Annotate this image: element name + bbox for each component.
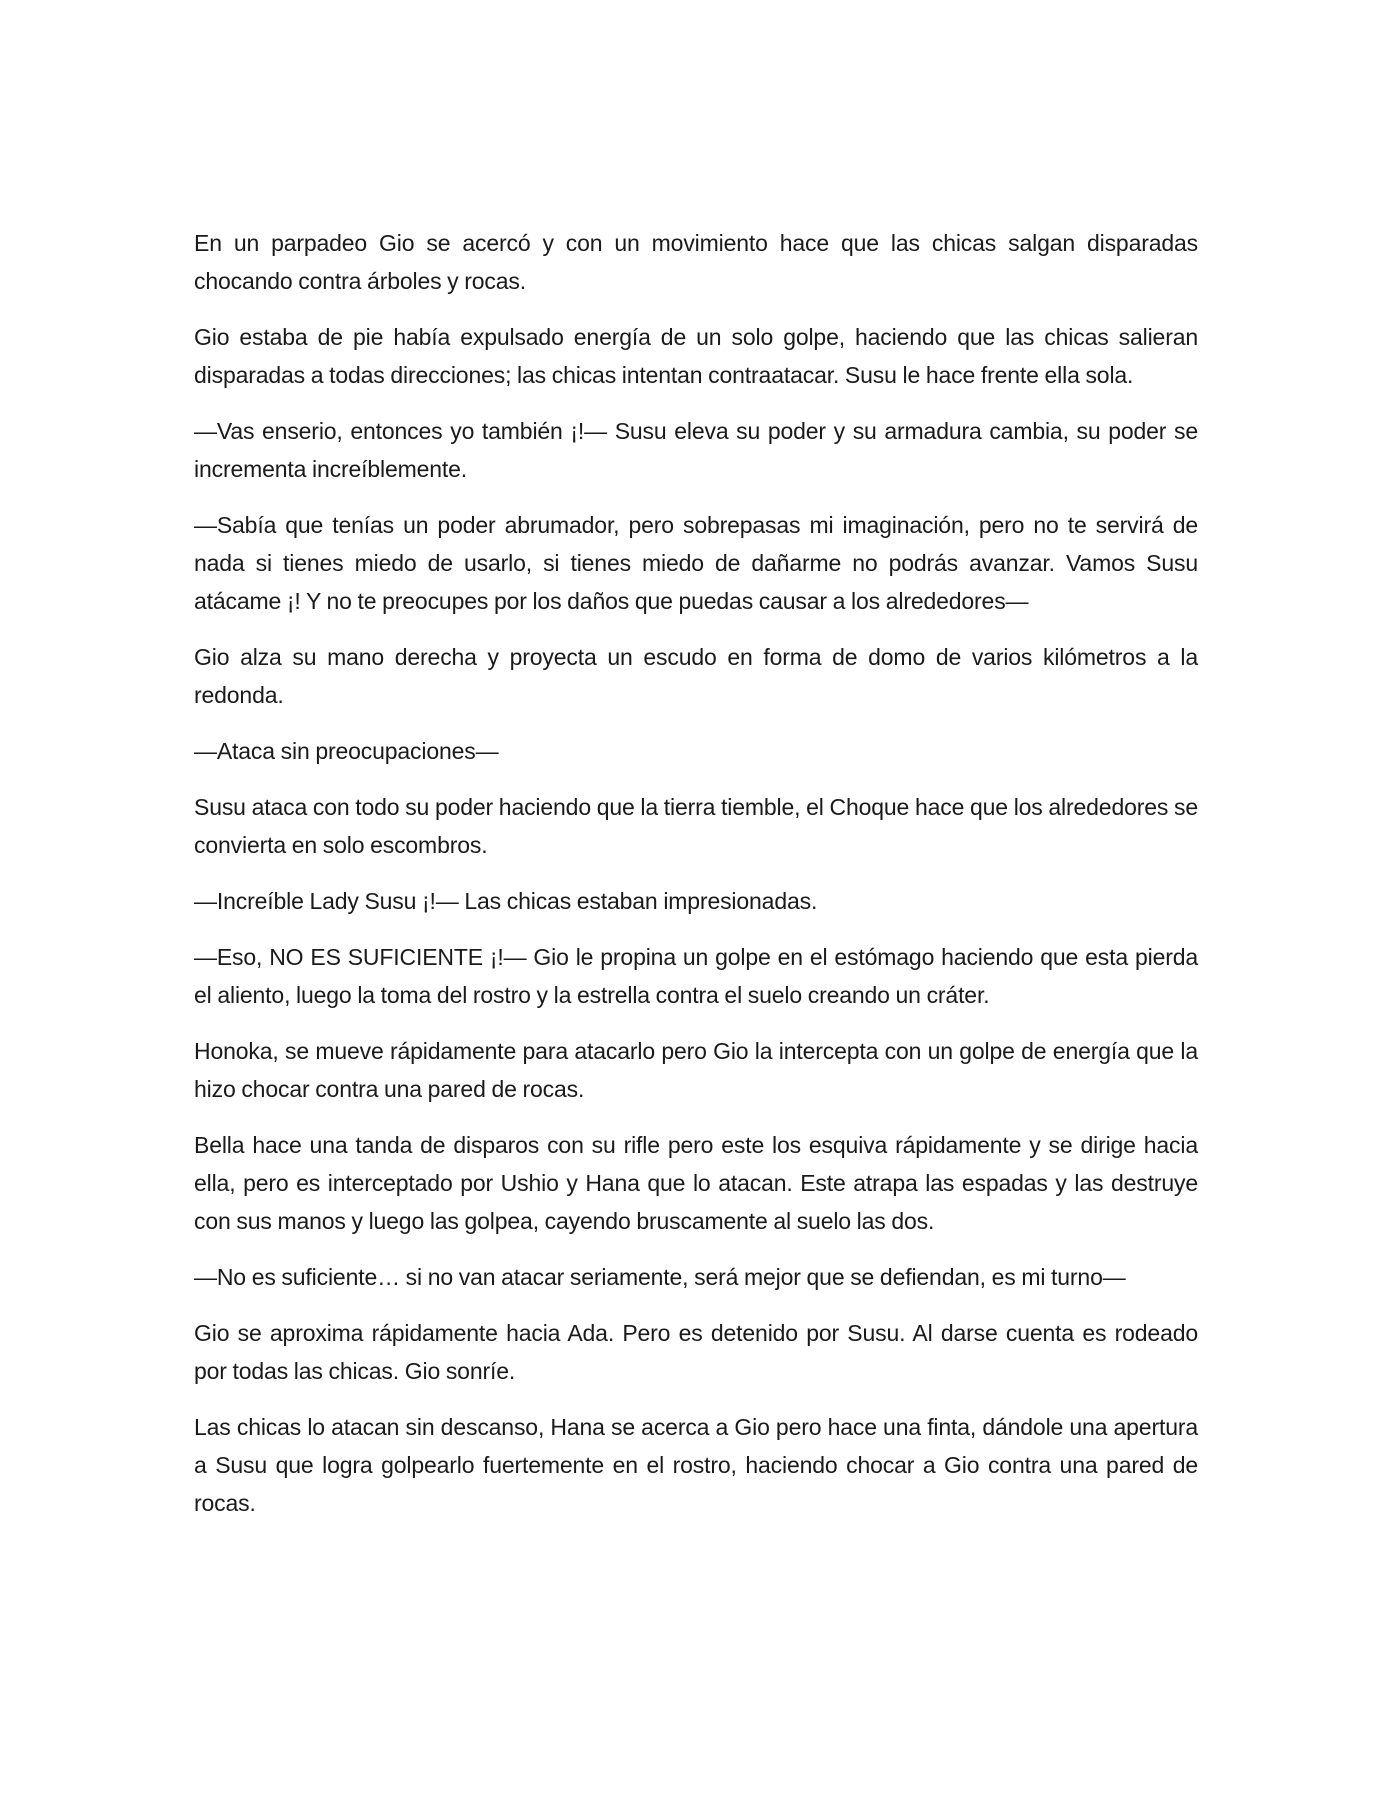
paragraph: —Ataca sin preocupaciones— [194, 738, 499, 764]
page-body [194, 224, 1198, 1540]
paragraph: Las chicas lo atacan sin descanso, Hana se acerca a Gio pero hace una finta, dándole una apertura a Susu que logra golpearlo fuertemente en el rostro, haciendo chocar a Gio contra una pared de rocas. [194, 1414, 1198, 1516]
paragraph: Gio estaba de pie había expulsado energía de un solo golpe, haciendo que las chicas salieran disparadas a todas direcciones; las chicas intentan contraatacar. Susu le hace frente ella sola. [194, 324, 1198, 388]
paragraph: Gio alza su mano derecha y proyecta un escudo en forma de domo de varios kilómetros a la redonda. [194, 644, 1198, 708]
paragraph: —Vas enserio, entonces yo también ¡!— Susu eleva su poder y su armadura cambia, su poder se incrementa increíblemente. [194, 418, 1198, 482]
paragraph: —Increíble Lady Susu ¡!— Las chicas estaban impresionadas. [194, 888, 818, 914]
paragraph: —No es suficiente… si no van atacar seriamente, será mejor que se defiendan, es mi turno— [194, 1264, 1126, 1290]
paragraph: —Sabía que tenías un poder abrumador, pero sobrepasas mi imaginación, pero no te servirá de nada si tienes miedo de usarlo, si tienes miedo de dañarme no podrás avanzar. Vamos Susu atácame ¡! Y no te preocupes por los daños que puedas causar a los alrededores— [194, 512, 1198, 614]
paragraph: Bella hace una tanda de disparos con su rifle pero este los esquiva rápidamente y se dirige hacia ella, pero es interceptado por Ushio y Hana que lo atacan. Este atrapa las espadas y las destruye con sus manos y luego las golpea, cayendo bruscamente al suelo las dos. [194, 1132, 1198, 1234]
paragraph: Gio se aproxima rápidamente hacia Ada. Pero es detenido por Susu. Al darse cuenta es rodeado por todas las chicas. Gio sonríe. [194, 1320, 1198, 1384]
paragraph: Honoka, se mueve rápidamente para atacarlo pero Gio la intercepta con un golpe de energía que la hizo chocar contra una pared de rocas. [194, 1038, 1198, 1102]
paragraph: —Eso, NO ES SUFICIENTE ¡!— Gio le propina un golpe en el estómago haciendo que esta pierda el aliento, luego la toma del rostro y la estrella contra el suelo creando un cráter. [194, 944, 1198, 1008]
paragraph: En un parpadeo Gio se acercó y con un movimiento hace que las chicas salgan disparadas chocando contra árboles y rocas. [194, 230, 1198, 294]
paragraph: Susu ataca con todo su poder haciendo que la tierra tiemble, el Choque hace que los alrededores se convierta en solo escombros. [194, 794, 1198, 858]
